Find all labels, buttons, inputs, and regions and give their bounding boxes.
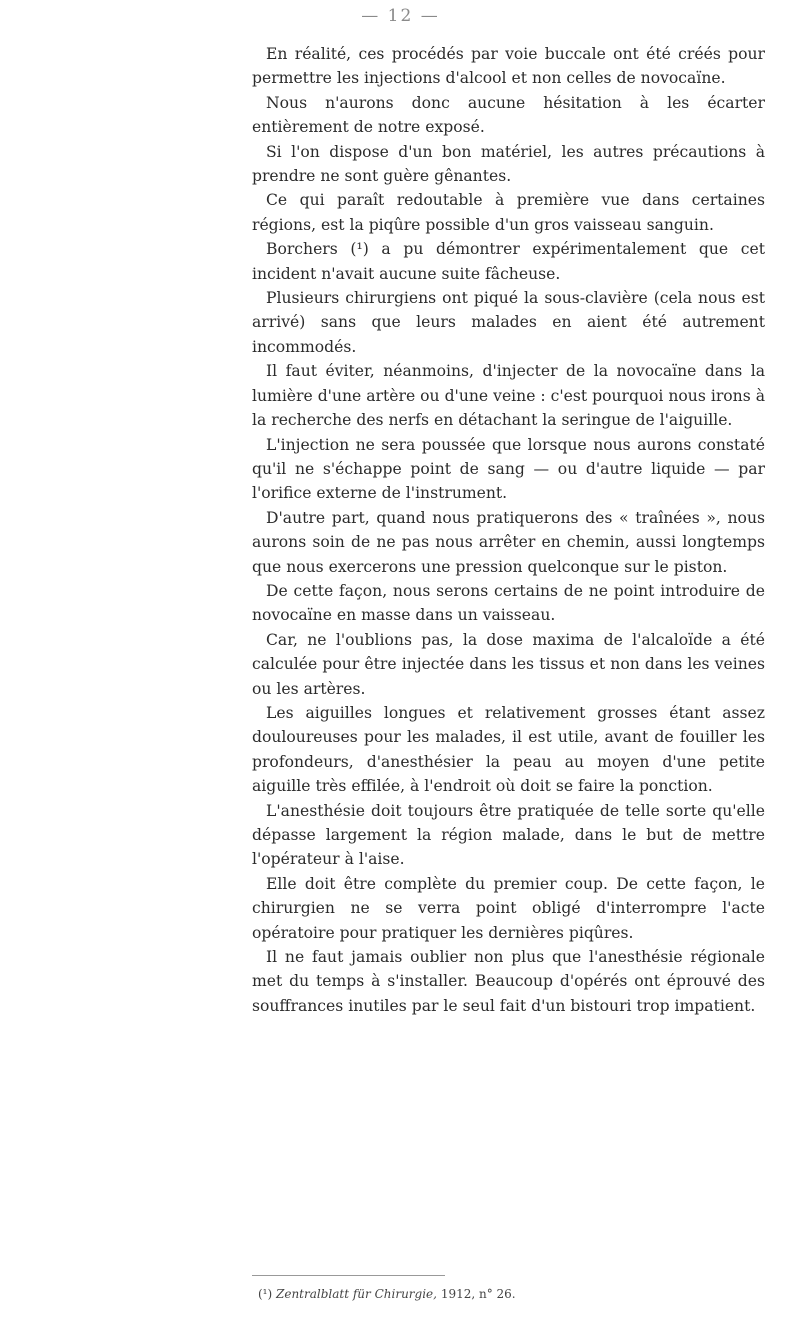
paragraph-14: Elle doit être complète du premier coup. De cette façon, le chirurgien ne se verra point obligé d'interrompre l'acte opératoire pour pratiquer les dernières piqûres. (252, 874, 765, 942)
paragraph-4: Ce qui paraît redoutable à première vue dans certaines régions, est la piqûre possible d'un gros vaisseau sanguin. (252, 191, 765, 234)
paragraph-7: Il faut éviter, néanmoins, d'injecter de la novocaïne dans la lumière d'une artère ou d'une veine : c'est pourquoi nous irons à la recherche des nerfs en détachant la seringue de l'aiguille. (252, 362, 765, 430)
footnote-journal: Zentralblatt für Chirurgie, (276, 1287, 437, 1301)
body-text (252, 42, 765, 1018)
footnote-reference: 1912, n° 26. (440, 1287, 516, 1301)
page-number: — 12 — (361, 6, 440, 26)
paragraph-1: En réalité, ces procédés par voie buccale ont été créés pour permettre les injections d'alcool et non celles de novocaïne. (252, 45, 765, 88)
paragraph-13: L'anesthésie doit toujours être pratiquée de telle sorte qu'elle dépasse largement la région malade, dans le but de mettre l'opérateur à l'aise. (252, 801, 765, 869)
paragraph-9: D'autre part, quand nous pratiquerons des « traînées », nous aurons soin de ne pas nous arrêter en chemin, aussi longtemps que nous exercerons une pression quelconque sur le piston. (252, 508, 765, 576)
paragraph-2: Nous n'aurons donc aucune hésitation à les écarter entièrement de notre exposé. (252, 93, 765, 137)
paragraph-15: Il ne faut jamais oublier non plus que l'anesthésie régionale met du temps à s'installer. Beaucoup d'opérés ont éprouvé des souffrances inutiles par le seul fait d'un bistouri trop impatient. (252, 948, 765, 1015)
paragraph-6: Plusieurs chirurgiens ont piqué la sous-clavière (cela nous est arrivé) sans que leurs malades en aient été autrement incommodés. (252, 289, 765, 356)
paragraph-10: De cette façon, nous serons certains de ne point introduire de novocaïne en masse dans un vaisseau. (252, 581, 765, 625)
paragraph-3: Si l'on dispose d'un bon matériel, les autres précautions à prendre ne sont guère gênantes. (252, 142, 765, 186)
footnote-marker: (¹) (258, 1287, 273, 1301)
paragraph-11: Car, ne l'oublions pas, la dose maxima de l'alcaloïde a été calculée pour être injectée dans les tissus et non dans les veines ou les artères. (252, 630, 765, 698)
paragraph-8: L'injection ne sera poussée que lorsque nous aurons constaté qu'il ne s'échappe point de sang — ou d'autre liquide — par l'orifice externe de l'instrument. (252, 435, 765, 503)
paragraph-5: Borchers (¹) a pu démontrer expérimentalement que cet incident n'avait aucune suite fâcheuse. (252, 240, 765, 283)
footnote (258, 1287, 516, 1301)
paragraph-12: Les aiguilles longues et relativement grosses étant assez douloureuses pour les malades, il est utile, avant de fouiller les profondeurs, d'anesthésier la peau au moyen d'une petite aiguille très effilée, à l'endroit où doit se faire la ponction. (252, 703, 765, 796)
footnote-separator (252, 1275, 445, 1276)
